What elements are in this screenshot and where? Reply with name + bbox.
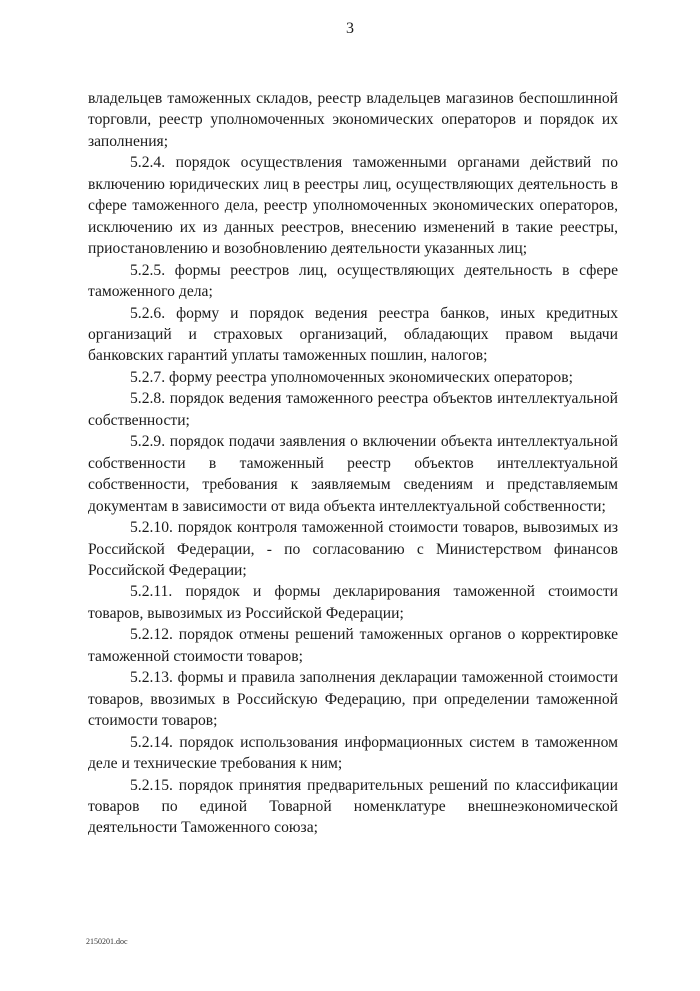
paragraph-continuation: владельцев таможенных складов, реестр владельцев магазинов беспошлинной торговли, реестр уполномоченных экономических операторов и порядок их заполнения;: [88, 90, 618, 150]
paragraph-5-2-12: 5.2.12. порядок отмены решений таможенных органов о корректировке таможенной стоимости товаров;: [88, 626, 618, 665]
document-body: [88, 88, 618, 839]
paragraph-5-2-13: 5.2.13. формы и правила заполнения декларации таможенной стоимости товаров, ввозимых в Российскую Федерацию, при определении таможенной стоимости товаров;: [88, 669, 618, 730]
paragraph-5-2-6: 5.2.6. форму и порядок ведения реестра банков, иных кредитных организаций и страховых организаций, обладающих правом выдачи банковских гарантий уплаты таможенных пошлин, налогов;: [88, 304, 618, 365]
paragraph-5-2-11: 5.2.11. порядок и формы декларирования таможенной стоимости товаров, вывозимых из Российской Федерации;: [88, 583, 618, 622]
page-number: 3: [346, 20, 354, 37]
paragraph-5-2-5: 5.2.5. формы реестров лиц, осуществляющих деятельность в сфере таможенного дела;: [88, 261, 618, 301]
paragraph-5-2-10: 5.2.10. порядок контроля таможенной стоимости товаров, вывозимых из Российской Федерации, - по согласованию с Министерством финансов Российской Федерации;: [88, 519, 618, 579]
paragraph-5-2-15: 5.2.15. порядок принятия предварительных решений по классификации товаров по единой Товарной номенклатуре внешнеэкономической деятельности Таможенного союза;: [88, 776, 618, 837]
paragraph-5-2-8: 5.2.8. порядок ведения таможенного реестра объектов интеллектуальной собственности;: [88, 390, 618, 429]
paragraph-5-2-9: 5.2.9. порядок подачи заявления о включении объекта интеллектуальной собственности в таможенный реестр объектов интеллектуальной собственности, требования к заявляемым сведениям и представляемым документам в зависимости от вида объекта интеллектуальной собственности;: [88, 433, 618, 515]
paragraph-5-2-14: 5.2.14. порядок использования информационных систем в таможенном деле и технические требования к ним;: [88, 733, 618, 773]
footer-filename: 2150201.doc: [86, 937, 128, 946]
paragraph-5-2-7: 5.2.7. форму реестра уполномоченных экономических операторов;: [130, 368, 573, 386]
paragraph-5-2-4: 5.2.4. порядок осуществления таможенными органами действий по включению юридических лиц в реестры лиц, осуществляющих деятельность в сфере таможенного дела, реестр уполномоченных экономических операторов, исключению их из данных реестров, внесению изменений в такие реестры, приостановлению и возобновлению деятельности указанных лиц;: [88, 154, 618, 258]
